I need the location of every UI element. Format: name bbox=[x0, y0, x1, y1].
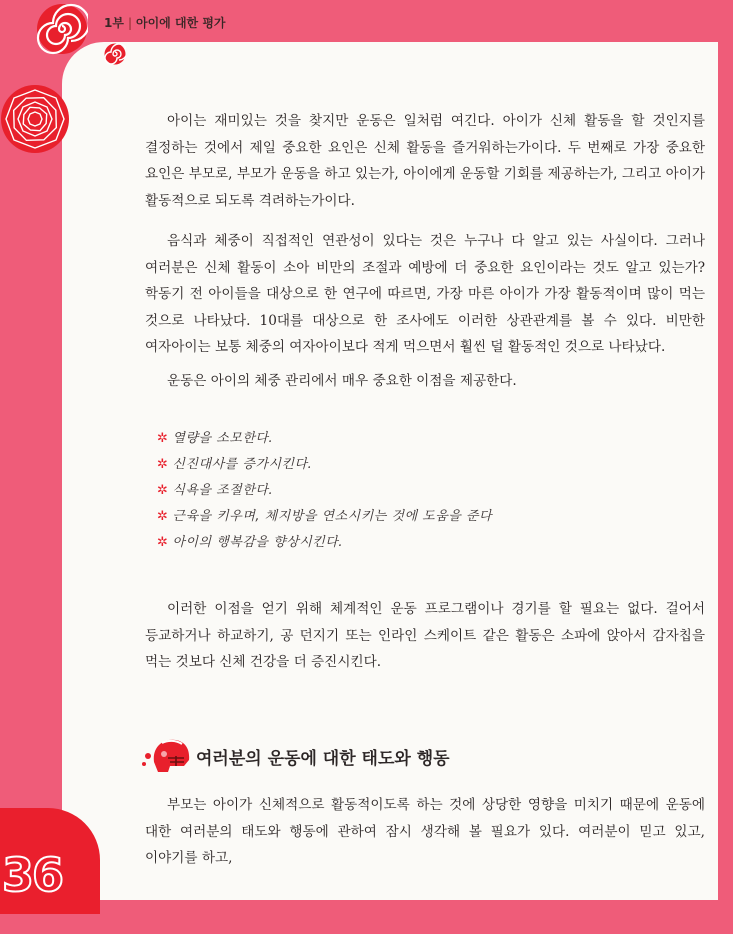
section-title: 여러분의 운동에 대한 태도와 행동 bbox=[196, 749, 450, 769]
list-item-text: 식욕을 조절한다. bbox=[172, 483, 274, 498]
header-separator: | bbox=[127, 16, 132, 30]
body-paragraph: 부모는 아이가 신체적으로 활동적이도록 하는 것에 상당한 영향을 미치기 때문에 운동에 대한 여러분의 태도와 행동에 관하여 잠시 생각해 볼 필요가 있다. 여러분이 믿고 있고, 이야기를 하고, bbox=[145, 797, 705, 866]
flower-bullet-icon: ✲ bbox=[157, 509, 169, 524]
football-helmet-icon bbox=[140, 734, 192, 776]
list-item bbox=[157, 504, 492, 530]
benefits-list bbox=[157, 426, 492, 556]
flower-bullet-icon: ✲ bbox=[157, 535, 169, 550]
body-paragraph: 운동은 아이의 체중 관리에서 매우 중요한 이점을 제공한다. bbox=[167, 373, 517, 389]
list-item bbox=[157, 452, 492, 478]
body-paragraph: 이러한 이점을 얻기 위해 체계적인 운동 프로그램이나 경기를 할 필요는 없다. 걸어서 등교하거나 하교하기, 공 던지기 또는 인라인 스케이트 같은 활동은 소파에 앉아서 감자칩을 먹는 것보다 신체 건강을 더 증진시킨다. bbox=[145, 601, 705, 670]
small-spiral-icon bbox=[104, 43, 126, 65]
list-item-text: 근육을 키우며, 체지방을 연소시키는 것에 도움을 준다 bbox=[172, 509, 493, 524]
list-item-text: 열량을 소모한다. bbox=[172, 431, 274, 446]
list-item-text: 신진대사를 증가시킨다. bbox=[172, 457, 313, 472]
list-item bbox=[157, 478, 492, 504]
section-heading bbox=[140, 734, 540, 776]
body-paragraph: 아이는 재미있는 것을 찾지만 운동은 일처럼 여긴다. 아이가 신체 활동을 할 것인지를 결정하는 것에서 제일 중요한 요인은 신체 활동을 즐거워하는가이다. 두 번째로 가장 중요한 요인은 부모로, 부모가 운동을 하고 있는가, 아이에게 운동할 기회를 제공하는가, 그리고 아이가 활동적으로 되도록 격려하는가이다. bbox=[145, 113, 705, 209]
list-item-text: 아이의 행복감을 향상시킨다. bbox=[172, 535, 343, 550]
running-head bbox=[104, 14, 226, 31]
list-item bbox=[157, 426, 492, 452]
flower-bullet-icon: ✲ bbox=[157, 457, 169, 472]
flower-bullet-icon: ✲ bbox=[157, 431, 169, 446]
rose-pattern-icon bbox=[0, 84, 70, 154]
chapter-title: 아이에 대한 평가 bbox=[136, 16, 226, 30]
body-paragraph: 음식과 체중이 직접적인 연관성이 있다는 것은 누구나 다 알고 있는 사실이다. 그러나 여러분은 신체 활동이 소아 비만의 조절과 예방에 더 중요한 요인이라는 것도 알고 있는가? 학동기 전 아이들을 대상으로 한 연구에 따르면, 가장 마른 아이가 가장 활동적이며 많이 먹는 것으로 나타났다. 10대를 대상으로 한 조사에도 이러한 상관관계를 볼 수 있다. 비만한 여자아이는 보통 체중의 여자아이보다 적게 먹으면서 훨씬 덜 활동적인 것으로 나타났다. bbox=[145, 233, 705, 355]
part-label: 1부 bbox=[104, 16, 124, 30]
page-number: 36 bbox=[2, 848, 63, 902]
red-spiral-icon bbox=[36, 3, 88, 55]
list-item bbox=[157, 530, 492, 556]
flower-bullet-icon: ✲ bbox=[157, 483, 169, 498]
